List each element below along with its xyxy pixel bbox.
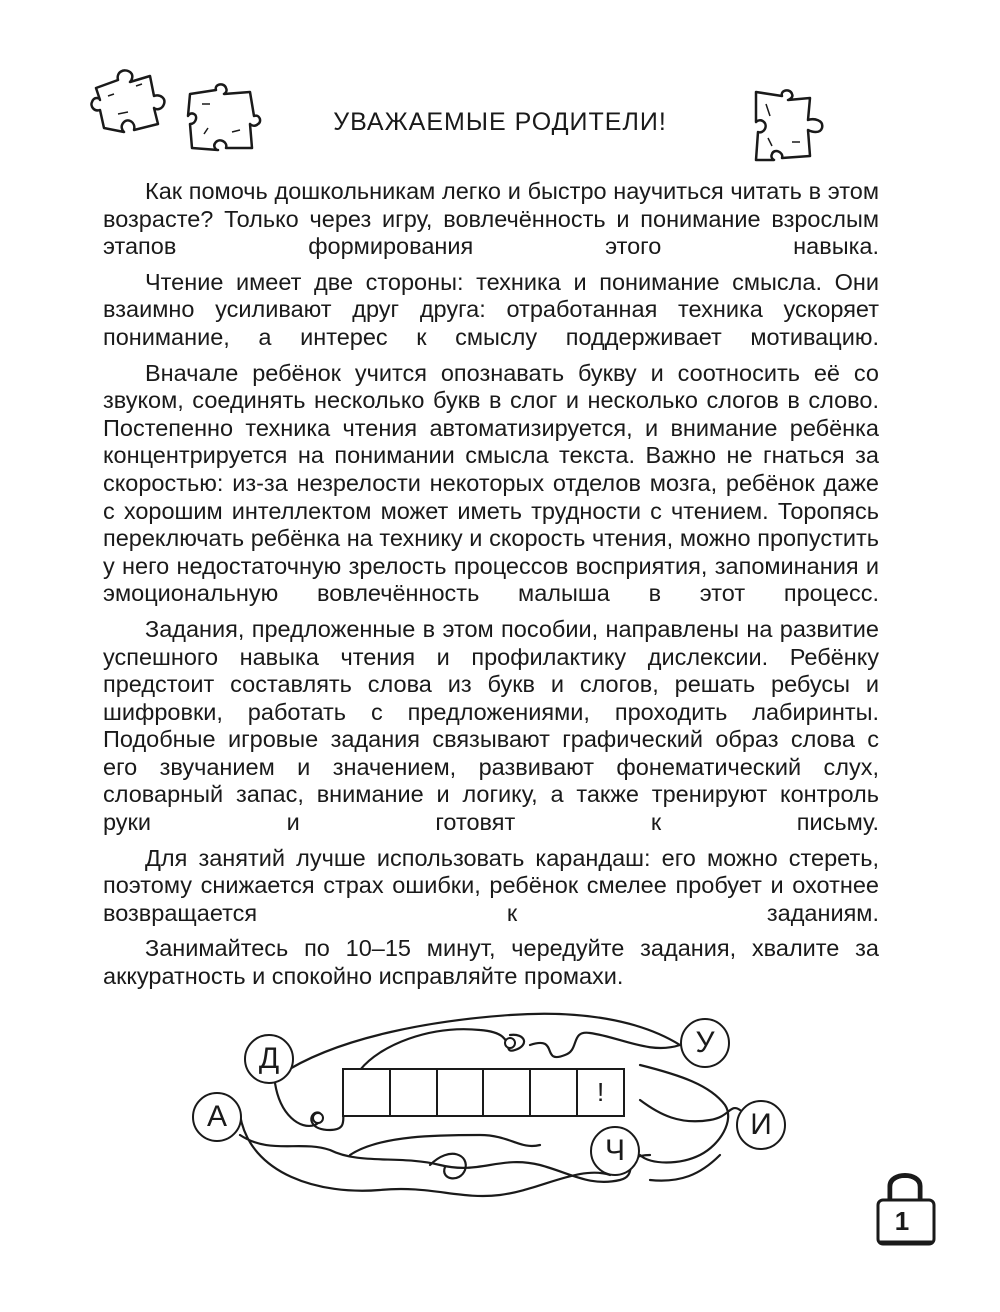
paragraph-2: Чтение имеет две стороны: техника и понимание смысла. Они взаимно усиливают друг друга: отработанная техника ускоряет понимание, а интерес к смыслу поддерживает мотивацию. [103, 268, 879, 350]
paragraph-6: Занимайтесь по 10–15 минут, чередуйте задания, хвалите за аккуратность и спокойно исправляйте промахи. [103, 935, 879, 990]
answer-cell-4[interactable] [482, 1068, 531, 1117]
paragraph-1: Как помочь дошкольникам легко и быстро научиться читать в этом возрасте? Только через игру, вовлечённость и понимание взрослым этапов формирования этого навыка. [103, 178, 879, 260]
answer-cell-5[interactable] [529, 1068, 578, 1117]
maze-letter-u: У [680, 1018, 730, 1068]
answer-cell-3[interactable] [436, 1068, 485, 1117]
paragraph-5: Для занятий лучше использовать карандаш: его можно стереть, поэтому снижается страх ошибки, ребёнок смелее пробует и охотнее возвращается к заданиям. [103, 844, 879, 926]
maze-letter-d: Д [244, 1034, 294, 1084]
page-title: УВАЖАЕМЫЕ РОДИТЕЛИ! [333, 108, 667, 136]
maze-letter-a: А [192, 1092, 242, 1142]
answer-cell-1[interactable] [342, 1068, 391, 1117]
answer-cell-exclamation: ! [576, 1068, 625, 1117]
paragraph-4: Задания, предложенные в этом пособии, направлены на развитие успешного навыка чтения и профилактику дислексии. Ребёнку предстоит составлять слова из букв и слогов, решать ребусы и шифровки, работать с предложениями, проходить лабиринты. Подобные игровые задания связывают графический образ слова с его звучанием и значением, развивают фонематический слух, словарный запас, внимание и логику, а также тренируют контроль руки и готовят к письму. [103, 615, 879, 836]
maze-letter-ch: Ч [590, 1126, 640, 1176]
paragraph-3: Вначале ребёнок учится опознавать букву и соотносить её со звуком, соединять несколько букв в слог и несколько слогов в слово. Постепенно техника чтения автоматизируется, и внимание ребёнка концентрируется на понимании смысла текста. Важно не гнаться за скоростью: из-за незрелости некоторых отделов мозга, ребёнок даже с хорошим интеллектом может иметь трудности с чтением. Торопясь переключать ребёнка на технику и скорость чтения, можно пропустить у него недостаточную зрелость процессов восприятия, запоминания и эмоциональную вовлечённость малыша в этот процесс. [103, 359, 879, 607]
answer-cell-2[interactable] [389, 1068, 438, 1117]
answer-cells [342, 1068, 625, 1117]
maze-letter-i: И [736, 1100, 786, 1150]
body-text [103, 178, 879, 999]
page-number: 1 [894, 1206, 910, 1236]
